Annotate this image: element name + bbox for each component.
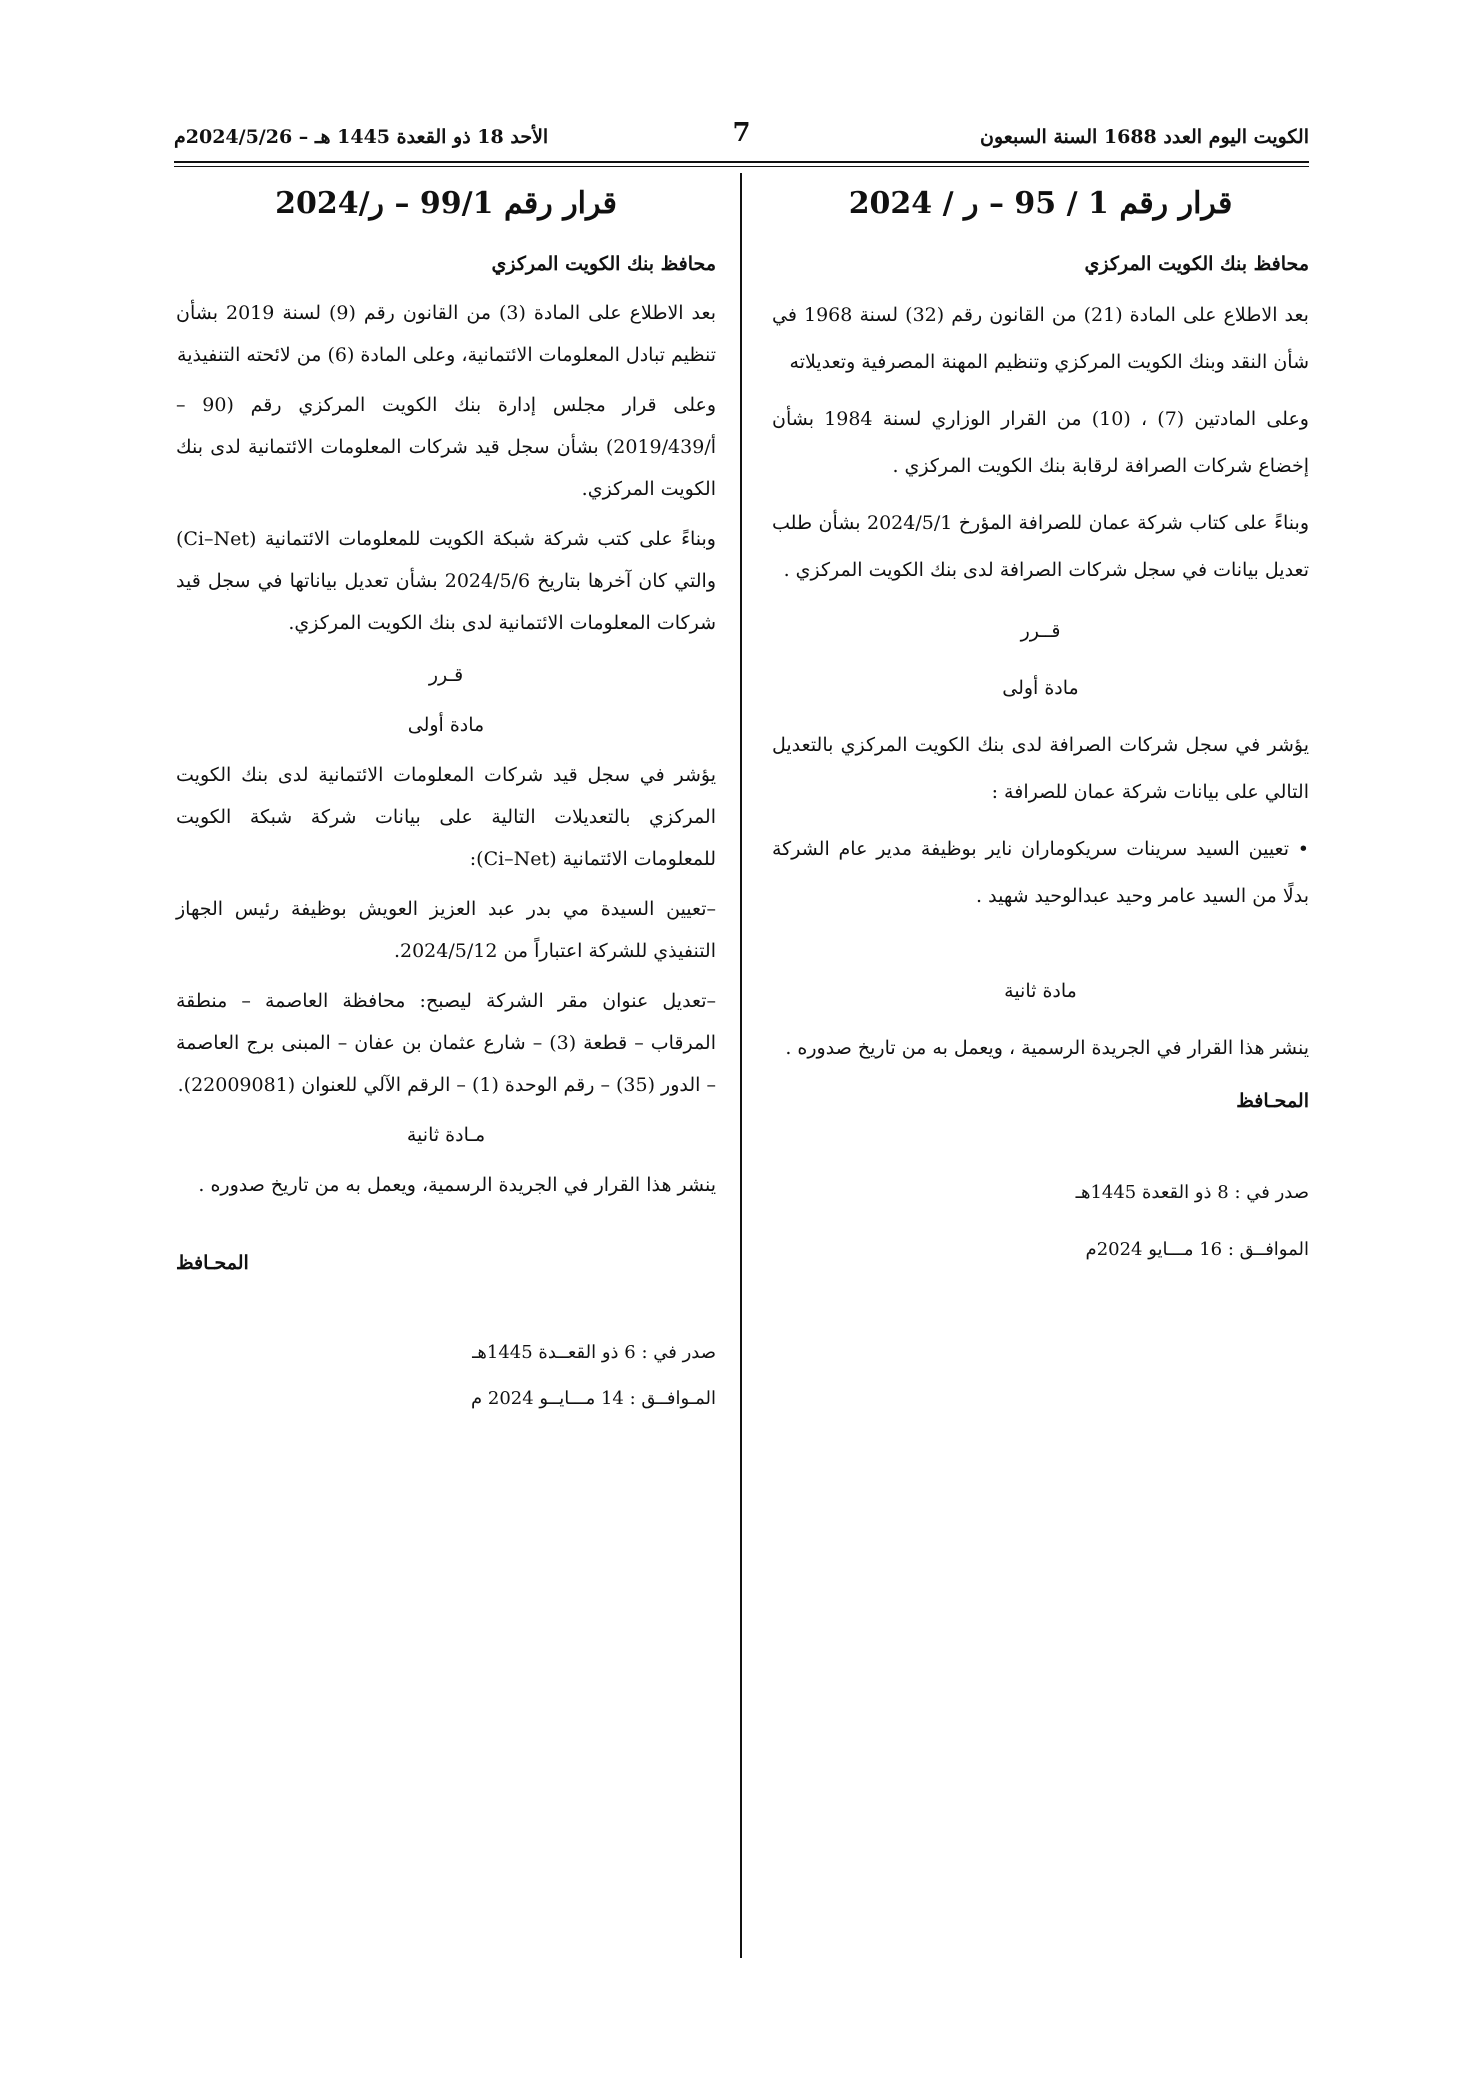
decision-99-preamble-2: وعلى قرار مجلس إدارة بنك الكويت المركزي رقم (90 – أ/2019/439) بشأن سجل قيد شركات المعلومات الائتمانية لدى بنك الكويت المركزي. [176,394,717,500]
gazette-date: الأحد 18 ذو القعدة 1445 هـ – 2024/5/26م [174,126,549,148]
decision-95-preamble-1: بعد الاطلاع على المادة (21) من القانون رقم (32) لسنة 1968 في شأن النقد وبنك الكويت المركزي وتنظيم المهنة المصرفية وتعديلاته [772,304,1309,373]
decision-99-corresponding-date: المـوافــق : 14 مـــايــو 2024 م [471,1388,716,1409]
decision-95-column [772,180,1309,1283]
decision-99-article2-text: ينشر هذا القرار في الجريدة الرسمية، ويعمل به من تاريخ صدوره . [198,1174,716,1196]
decision-99-article1-item1: –تعيين السيدة مي بدر عبد العزيز العويش بوظيفة رئيس الجهاز التنفيذي للشركة اعتباراً من 2024/5/12. [176,898,716,962]
decision-95-issued-date: صدر في : 8 ذو القعدة 1445هـ [1075,1182,1309,1203]
decision-99-issued-date: صدر في : 6 ذو القعــدة 1445هـ [472,1342,716,1363]
decision-99-article1-title: مادة أولى [407,714,485,736]
decision-95-decided: قــرر [1020,620,1061,642]
decision-95-preamble-3: وبناءً على كتاب شركة عمان للصرافة المؤرخ 2024/5/1 بشأن طلب تعديل بيانات في سجل شركات الصرافة لدى بنك الكويت المركزي . [772,512,1309,581]
page-header [174,120,1309,160]
decision-95-article1-text: يؤشر في سجل شركات الصرافة لدى بنك الكويت المركزي بالتعديل التالي على بيانات شركة عمان للصرافة : [772,734,1309,803]
decision-95-article1-title: مادة أولى [1002,677,1079,699]
decision-99-decided: قـرر [428,664,464,686]
decision-99-article2-title: مـادة ثانية [406,1124,486,1146]
decision-99-article1-item2: –تعديل عنوان مقر الشركة ليصبح: محافظة العاصمة – منطقة المرقاب – قطعة (3) – شارع عثمان بن عفان – المبنى برج العاصمة – الدور (35) – رقم الوحدة (1) – الرقم الآلي للعنوان (22009081). [176,990,716,1096]
page-number: 7 [732,118,751,148]
decision-99-title: قرار رقم 99/1 – ر/2024 [275,186,617,221]
decision-95-issuer: محافظ بنك الكويت المركزي [1084,253,1309,275]
decision-95-article2-title: مادة ثانية [1004,980,1077,1002]
decision-99-issuer: محافظ بنك الكويت المركزي [491,253,716,275]
decision-95-signoff: المحـافظ [1236,1090,1309,1112]
decision-95-article2-text: ينشر هذا القرار في الجريدة الرسمية ، ويعمل به من تاريخ صدوره . [785,1037,1309,1059]
decision-99-signoff: المحـافظ [176,1252,249,1274]
decision-95-corresponding-date: الموافــق : 16 مـــايو 2024م [1085,1239,1309,1260]
decision-95-title: قرار رقم 1 / 95 – ر / 2024 [848,186,1233,221]
decision-99-article1-text: يؤشر في سجل قيد شركات المعلومات الائتمانية لدى بنك الكويت المركزي بالتعديلات التالية على بيانات شركة شبكة الكويت للمعلومات الائتمانية (Ci–Net): [176,764,716,870]
decision-99-preamble-1: بعد الاطلاع على المادة (3) من القانون رقم (9) لسنة 2019 بشأن تنظيم تبادل المعلومات الائتمانية، وعلى المادة (6) من لائحته التنفيذية [176,302,716,366]
decision-99-preamble-3: وبناءً على كتب شركة شبكة الكويت للمعلومات الائتمانية (Ci–Net) والتي كان آخرها بتاريخ 2024/5/6 بشأن تعديل بياناتها في سجل قيد شركات المعلومات الائتمانية لدى بنك الكويت المركزي. [176,528,716,634]
header-rule-thin [174,166,1309,167]
decision-95-preamble-2: وعلى المادتين (7) ، (10) من القرار الوزاري لسنة 1984 بشأن إخضاع شركات الصرافة لرقابة بنك الكويت المركزي . [772,408,1309,477]
gazette-issue-info: الكويت اليوم العدد 1688 السنة السبعون [980,126,1309,148]
decision-95-article1-bullet: • تعيين السيد سرينات سريكوماران ناير بوظيفة مدير عام الشركة بدلًا من السيد عامر وحيد عبدالوحيد شهيد . [772,838,1309,907]
decision-99-column [176,180,716,1426]
header-rule-thick [174,161,1309,163]
column-divider [740,173,742,1958]
